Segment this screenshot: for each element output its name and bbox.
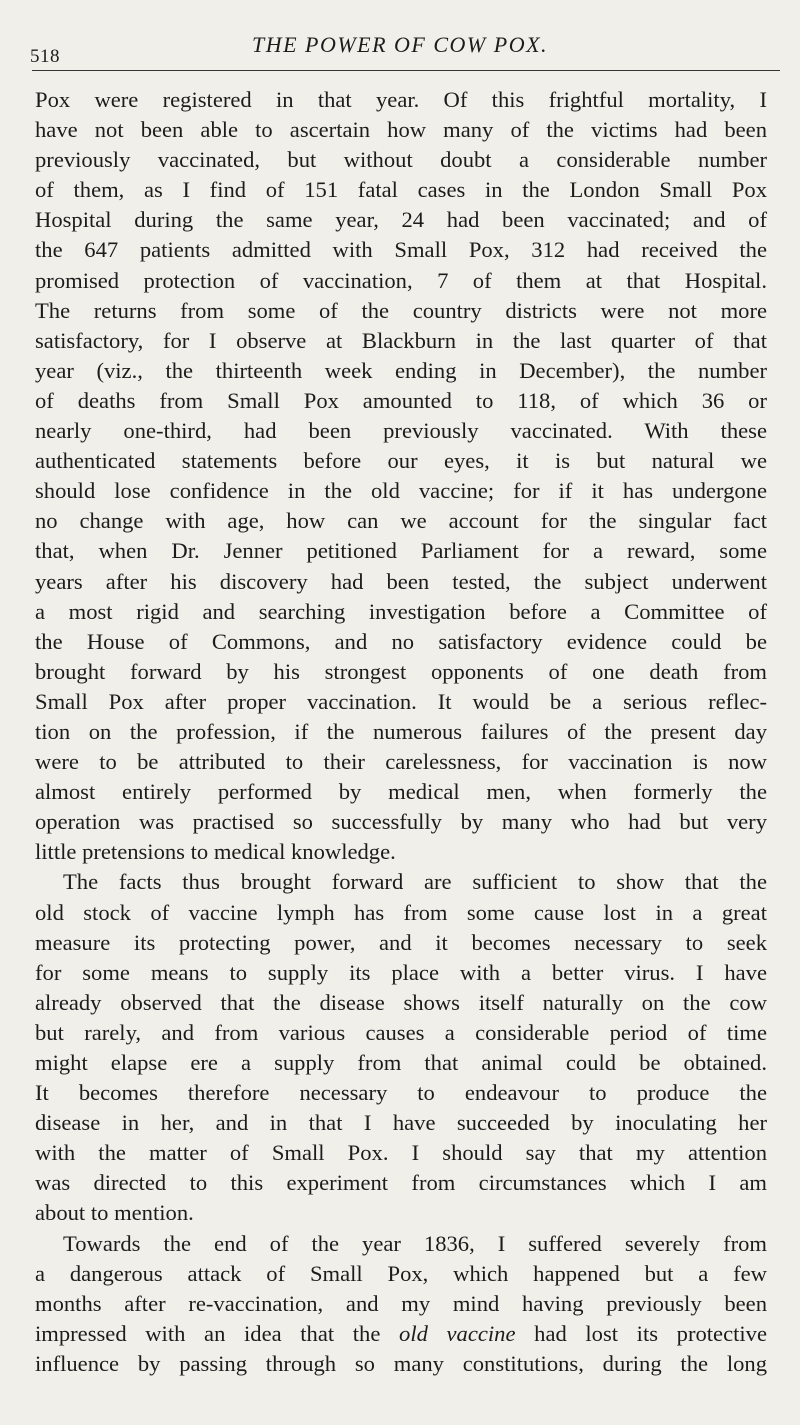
text-line: measure its protecting power, and it becomes necessary to seek	[35, 929, 767, 955]
italic-phrase: old vaccine	[399, 1320, 516, 1346]
text-line: satisfactory, for I observe at Blackburn in the last quarter of that	[35, 327, 767, 353]
text-line: might elapse ere a supply from that animal could be obtained.	[35, 1050, 767, 1075]
text-line: a dangerous attack of Small Pox, which happened but a few	[35, 1260, 767, 1286]
text-line: authenticated statements before our eyes, it is but natural we	[35, 448, 767, 474]
text-line: months after re-vaccination, and my mind having previously been	[35, 1290, 767, 1316]
text-segment: had lost its protective	[515, 1320, 767, 1346]
text-line: previously vaccinated, but without doubt a considerable number	[35, 147, 767, 173]
text-line: with the matter of Small Pox. I should say that my attention	[35, 1140, 767, 1166]
paragraph-2	[35, 867, 767, 1228]
text-line: It becomes therefore necessary to endeavour to produce the	[35, 1080, 767, 1106]
text-line: Pox were registered in that year. Of this frightful mortality, I	[35, 87, 767, 112]
text-line: almost entirely performed by medical men, when formerly the	[35, 779, 767, 805]
text-line: The facts thus brought forward are sufficient to show that the	[63, 869, 767, 895]
text-line: already observed that the disease shows itself naturally on the cow	[35, 989, 767, 1015]
text-line: should lose confidence in the old vaccine; for if it has undergone	[35, 478, 767, 504]
text-line: have not been able to ascertain how many of the victims had been	[35, 117, 767, 143]
text-line: of deaths from Small Pox amounted to 118, of which 36 or	[35, 387, 767, 413]
text-line: nearly one-third, had been previously vaccinated. With these	[35, 418, 767, 444]
page-header	[30, 28, 782, 68]
text-segment: impressed with an idea that the	[35, 1320, 400, 1346]
text-line: Towards the end of the year 1836, I suffered severely from	[63, 1230, 767, 1256]
text-line: influence by passing through so many constitutions, during the long	[35, 1350, 767, 1376]
text-line: was directed to this experiment from circumstances which I am	[35, 1170, 767, 1196]
text-line: no change with age, how can we account for the singular fact	[35, 508, 767, 534]
text-line: brought forward by his strongest opponents of one death from	[35, 658, 767, 684]
text-line: tion on the profession, if the numerous failures of the present day	[35, 718, 767, 744]
paragraph-3	[35, 1229, 767, 1379]
text-line: the House of Commons, and no satisfactory evidence could be	[35, 628, 767, 654]
text-line: but rarely, and from various causes a considerable period of time	[35, 1019, 767, 1045]
text-line: a most rigid and searching investigation before a Committee of	[35, 598, 767, 624]
text-line: year (viz., the thirteenth week ending in December), the number	[35, 357, 767, 383]
text-line: that, when Dr. Jenner petitioned Parliament for a reward, some	[35, 538, 767, 564]
text-line: old stock of vaccine lymph has from some cause lost in a great	[35, 899, 767, 925]
text-line: little pretensions to medical knowledge.	[35, 839, 396, 865]
text-line: disease in her, and in that I have succeeded by inoculating her	[35, 1110, 767, 1136]
text-line: Small Pox after proper vaccination. It would be a serious reflec-	[35, 688, 767, 714]
text-line-with-italic	[35, 1319, 767, 1349]
text-line: about to mention.	[35, 1200, 194, 1226]
paragraph-1	[35, 85, 767, 867]
page-number: 518	[30, 46, 60, 67]
text-line: operation was practised so successfully by many who had but very	[35, 809, 767, 835]
text-line: promised protection of vaccination, 7 of them at that Hospital.	[35, 267, 767, 293]
text-line: Hospital during the same year, 24 had been vaccinated; and of	[35, 207, 767, 233]
text-line: years after his discovery had been tested, the subject underwent	[35, 568, 767, 594]
text-line: for some means to supply its place with a better virus. I have	[35, 959, 767, 985]
text-line: were to be attributed to their carelessness, for vaccination is now	[35, 749, 767, 775]
header-rule	[32, 70, 780, 71]
text-line: the 647 patients admitted with Small Pox, 312 had received the	[35, 237, 767, 263]
running-head: THE POWER OF COW POX.	[251, 32, 549, 57]
text-line: The returns from some of the country districts were not more	[35, 297, 767, 323]
text-line: of them, as I find of 151 fatal cases in the London Small Pox	[35, 177, 767, 203]
body-text	[35, 85, 767, 1379]
